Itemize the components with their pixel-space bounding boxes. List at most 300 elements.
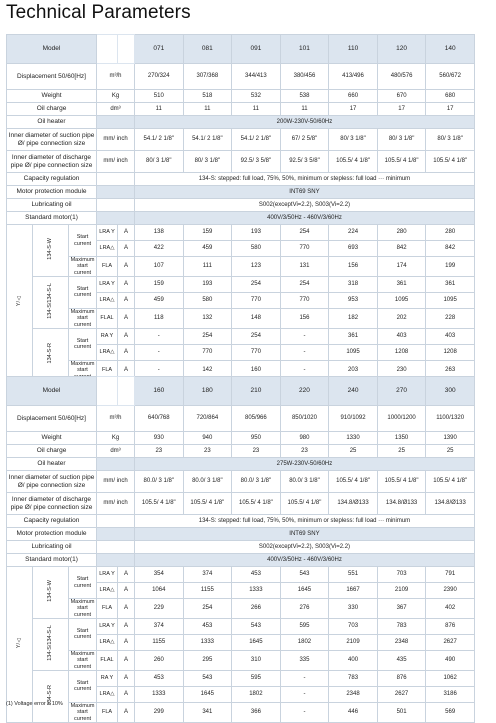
current-kind: LRA△ [97, 634, 118, 650]
current-cell: 490 [426, 650, 475, 670]
current-cell: 366 [232, 702, 281, 722]
group_l: 134-S/134-S-L [33, 276, 69, 328]
max-start-current-label: Maximum start current [69, 257, 97, 277]
oil-heater-row [7, 116, 475, 129]
motor-protection-row [7, 186, 475, 199]
discharge-cell: 105.5/ 4 1/8" [329, 151, 378, 173]
current-cell: 260 [135, 650, 184, 670]
discharge-row [7, 151, 475, 173]
current-cell: 193 [183, 276, 232, 292]
current-kind: FLAL [97, 308, 118, 328]
current-cell: - [280, 344, 329, 360]
displacement-cell: 380/456 [280, 64, 329, 90]
displacement-cell: 910/1092 [329, 406, 378, 432]
current-cell: 543 [232, 618, 281, 634]
current-cell: 453 [135, 670, 184, 686]
current-cell: 224 [329, 225, 378, 241]
discharge-label: Inner diameter of discharge pipe Ø/ pipe connection size [7, 493, 97, 515]
current-cell: 2627 [426, 634, 475, 650]
current-unit: A [118, 702, 135, 722]
current-cell: 459 [183, 241, 232, 257]
current-kind: LRA Y [97, 618, 118, 634]
current-cell: 2348 [377, 634, 426, 650]
current-cell: 1645 [183, 686, 232, 702]
oil_charge-cell: 17 [377, 103, 426, 116]
current-cell: 693 [329, 241, 378, 257]
oil-heater-value: 200W-230V-50/60Hz [135, 116, 475, 129]
displacement-cell: 850/1020 [280, 406, 329, 432]
suction-label: Inner diameter of suction pipe Ø/ pipe connection size [7, 129, 97, 151]
oil_charge-cell: 23 [183, 445, 232, 458]
start-current-label: Start current [69, 567, 97, 599]
suction-cell: 80.0/ 3 1/8" [135, 471, 184, 493]
models-cell: 240 [329, 377, 378, 406]
current-kind: LRA△ [97, 583, 118, 599]
models-cell: 220 [280, 377, 329, 406]
current-cell: 203 [329, 360, 378, 380]
motor-protection-label: Motor protection module [7, 528, 97, 541]
models-cell: 101 [280, 35, 329, 64]
current-cell: 446 [329, 702, 378, 722]
max-start-current-label: Maximum start current [69, 599, 97, 619]
current-unit: A [118, 670, 135, 686]
oil-heater-value: 275W-230V-50/60Hz [135, 458, 475, 471]
current-cell: 1095 [426, 292, 475, 308]
current-cell: 254 [280, 225, 329, 241]
current-cell: 361 [329, 328, 378, 344]
current-cell: 295 [183, 650, 232, 670]
standard-motor-label: Standard motor(1) [7, 554, 97, 567]
suction-row [7, 129, 475, 151]
suction-cell: 105.5/ 4 1/8" [377, 471, 426, 493]
model-label: Model [7, 377, 97, 406]
current-cell: 2627 [377, 686, 426, 702]
weight-cell: 660 [329, 90, 378, 103]
current-cell: 132 [183, 308, 232, 328]
current-cell: 159 [135, 276, 184, 292]
discharge-cell: 105.5/ 4 1/8" [280, 493, 329, 515]
discharge-cell: 105.5/ 4 1/8" [377, 151, 426, 173]
current-cell: 138 [135, 225, 184, 241]
displacement-cell: 413/496 [329, 64, 378, 90]
displacement-unit: m³/h [97, 64, 135, 90]
current-unit: A [118, 225, 135, 241]
current-cell: 770 [232, 344, 281, 360]
current-cell: 160 [232, 360, 281, 380]
models-cell: 160 [135, 377, 184, 406]
suction-cell: 80/ 3 1/8" [377, 129, 426, 151]
discharge-row [7, 493, 475, 515]
current-cell: 1155 [183, 583, 232, 599]
start-current-label: Start current [69, 225, 97, 257]
current-cell: 182 [329, 308, 378, 328]
current-cell: 791 [426, 567, 475, 583]
current-cell: 330 [329, 599, 378, 619]
current-cell: 543 [183, 670, 232, 686]
current-cell: 1208 [426, 344, 475, 360]
current-cell: 374 [183, 567, 232, 583]
current-cell: 118 [135, 308, 184, 328]
suction-unit: mm/ inch [97, 471, 135, 493]
current-cell: 1062 [426, 670, 475, 686]
capacity-regulation-label: Capacity regulation [7, 515, 97, 528]
group_l: 134-S/134-S-L [33, 618, 69, 670]
standard-motor-value: 400V/3/50Hz - 460V/3/60Hz [135, 212, 475, 225]
oil-charge-label: Oil charge [7, 103, 97, 116]
current-kind: FLA [97, 257, 118, 277]
current-cell: 335 [280, 650, 329, 670]
oil_charge-cell: 11 [232, 103, 281, 116]
lubricating-oil-row [7, 541, 475, 554]
current-cell: 1333 [232, 583, 281, 599]
current-cell: 595 [280, 618, 329, 634]
max-start-current-label: Maximum start current [69, 308, 97, 328]
current-cell: 703 [329, 618, 378, 634]
weight-unit: Kg [97, 432, 135, 445]
suction-cell: 67/ 2 5/8" [280, 129, 329, 151]
current-cell: 703 [377, 567, 426, 583]
start-current-label: Start current [69, 276, 97, 308]
oil_charge-cell: 23 [232, 445, 281, 458]
current-cell: 263 [426, 360, 475, 380]
current-cell: 361 [426, 276, 475, 292]
current-row [7, 670, 475, 686]
current-cell: 123 [232, 257, 281, 277]
weight-cell: 950 [232, 432, 281, 445]
current-cell: - [280, 702, 329, 722]
current-cell: 280 [377, 225, 426, 241]
current-cell: 159 [183, 225, 232, 241]
discharge-unit: mm/ inch [97, 151, 135, 173]
oil-heater-row [7, 458, 475, 471]
wiring-group: Y/△ [7, 225, 33, 381]
group_r: 134-S-R [33, 670, 69, 722]
models-cell: 110 [329, 35, 378, 64]
oil_charge-cell: 11 [183, 103, 232, 116]
discharge-cell: 105.5/ 4 1/8" [183, 493, 232, 515]
current-unit: A [118, 360, 135, 380]
displacement-cell: 344/413 [232, 64, 281, 90]
weight-cell: 670 [377, 90, 426, 103]
current-unit: A [118, 567, 135, 583]
current-row [7, 618, 475, 634]
discharge-cell: 80/ 3 1/8" [183, 151, 232, 173]
current-kind: FLA [97, 599, 118, 619]
current-cell: 202 [377, 308, 426, 328]
suction-unit: mm/ inch [97, 129, 135, 151]
wiring-group: Y/△ [7, 567, 33, 723]
current-cell: 569 [426, 702, 475, 722]
current-unit: A [118, 276, 135, 292]
current-unit: A [118, 599, 135, 619]
models-cell: 091 [232, 35, 281, 64]
current-unit: A [118, 583, 135, 599]
current-cell: 422 [135, 241, 184, 257]
lubricating-oil-value: S002(exceptVi=2.2), S003(Vi=2.2) [135, 541, 475, 554]
current-cell: 876 [426, 618, 475, 634]
weight-cell: 510 [135, 90, 184, 103]
current-cell: 361 [377, 276, 426, 292]
motor-protection-value: INT69 SNY [135, 186, 475, 199]
current-unit: A [118, 634, 135, 650]
oil_charge-cell: 23 [280, 445, 329, 458]
current-kind: FLA [97, 702, 118, 722]
suction-label: Inner diameter of suction pipe Ø/ pipe connection size [7, 471, 97, 493]
current-cell: 280 [426, 225, 475, 241]
current-cell: 2348 [329, 686, 378, 702]
displacement-label: Displacement 50/60[Hz] [7, 406, 97, 432]
weight-unit: Kg [97, 90, 135, 103]
oil-charge-unit: dm³ [97, 445, 135, 458]
current-row [7, 328, 475, 344]
weight-cell: 1390 [426, 432, 475, 445]
current-cell: 400 [329, 650, 378, 670]
current-cell: 193 [232, 225, 281, 241]
discharge-cell: 105.5/ 4 1/8" [232, 493, 281, 515]
displacement-cell: 560/672 [426, 64, 475, 90]
model-header-row [7, 377, 475, 406]
suction-cell: 80.0/ 3 1/8" [183, 471, 232, 493]
current-cell: 374 [135, 618, 184, 634]
page-title: Technical Parameters [6, 2, 191, 23]
motor-protection-row [7, 528, 475, 541]
weight-cell: 538 [280, 90, 329, 103]
standard-motor-value: 400V/3/50Hz - 460V/3/60Hz [135, 554, 475, 567]
motor-protection-label: Motor protection module [7, 186, 97, 199]
current-unit: A [118, 328, 135, 344]
current-cell: 1095 [377, 292, 426, 308]
current-cell: - [280, 328, 329, 344]
current-row [7, 599, 475, 619]
current-cell: 783 [329, 670, 378, 686]
weight-row [7, 432, 475, 445]
current-cell: 453 [232, 567, 281, 583]
suction-cell: 80.0/ 3 1/8" [232, 471, 281, 493]
weight-cell: 940 [183, 432, 232, 445]
current-cell: 770 [280, 292, 329, 308]
current-cell: 551 [329, 567, 378, 583]
current-cell: 459 [135, 292, 184, 308]
current-cell: 1155 [135, 634, 184, 650]
current-cell: 1095 [329, 344, 378, 360]
lubricating-oil-label: Lubricating oil [7, 199, 97, 212]
oil_charge-cell: 25 [377, 445, 426, 458]
current-cell: 403 [426, 328, 475, 344]
discharge-cell: 80/ 3 1/8" [135, 151, 184, 173]
displacement-cell: 640/768 [135, 406, 184, 432]
current-kind: FLAL [97, 650, 118, 670]
current-row [7, 650, 475, 670]
current-cell: 3186 [426, 686, 475, 702]
discharge-cell: 105.5/ 4 1/8" [135, 493, 184, 515]
models-cell: 071 [135, 35, 184, 64]
current-cell: 501 [377, 702, 426, 722]
discharge-cell: 134.8/Ø133 [329, 493, 378, 515]
current-cell: 341 [183, 702, 232, 722]
weight-cell: 1350 [377, 432, 426, 445]
weight-cell: 532 [232, 90, 281, 103]
displacement-cell: 480/576 [377, 64, 426, 90]
model-header-row [7, 35, 475, 64]
weight-cell: 518 [183, 90, 232, 103]
current-cell: 1802 [232, 686, 281, 702]
current-cell: 1333 [135, 686, 184, 702]
group_w: 134-S-W [33, 225, 69, 277]
current-cell: - [135, 328, 184, 344]
start-current-label: Start current [69, 328, 97, 360]
current-cell: 254 [280, 276, 329, 292]
oil-heater-label: Oil heater [7, 458, 97, 471]
current-cell: 1645 [232, 634, 281, 650]
weight-label: Weight [7, 432, 97, 445]
start-current-label: Start current [69, 618, 97, 650]
current-unit: A [118, 686, 135, 702]
oil-charge-row [7, 103, 475, 116]
weight-cell: 980 [280, 432, 329, 445]
current-cell: 318 [329, 276, 378, 292]
current-row [7, 308, 475, 328]
max-start-current-label: Maximum start [69, 360, 97, 380]
current-cell: 2109 [377, 583, 426, 599]
current-cell: 230 [377, 360, 426, 380]
current-cell: 1802 [280, 634, 329, 650]
current-unit: A [118, 292, 135, 308]
current-cell: 156 [329, 257, 378, 277]
current-cell: - [280, 670, 329, 686]
suction-cell: 80/ 3 1/8" [426, 129, 475, 151]
displacement-unit: m³/h [97, 406, 135, 432]
current-cell: 148 [232, 308, 281, 328]
current-cell: 770 [280, 241, 329, 257]
current-unit: A [118, 618, 135, 634]
current-cell: 842 [426, 241, 475, 257]
current-cell: 580 [232, 241, 281, 257]
current-kind: FLA [97, 360, 118, 380]
oil-charge-unit: dm³ [97, 103, 135, 116]
current-row [7, 276, 475, 292]
current-kind: RA Y [97, 328, 118, 344]
models-cell: 180 [183, 377, 232, 406]
current-cell: 1064 [135, 583, 184, 599]
motor-protection-value: INT69 SNY [135, 528, 475, 541]
current-cell: 2390 [426, 583, 475, 599]
discharge-cell: 105.5/ 4 1/8" [426, 151, 475, 173]
suction-cell: 105.5/ 4 1/8" [329, 471, 378, 493]
current-cell: - [280, 686, 329, 702]
models-cell: 300 [426, 377, 475, 406]
current-unit: A [118, 257, 135, 277]
current-cell: 276 [280, 599, 329, 619]
current-cell: 254 [232, 276, 281, 292]
current-cell: 2109 [329, 634, 378, 650]
discharge-cell: 134.8/Ø133 [426, 493, 475, 515]
current-cell: 783 [377, 618, 426, 634]
oil-heater-label: Oil heater [7, 116, 97, 129]
current-cell: 254 [183, 328, 232, 344]
current-row [7, 567, 475, 583]
table2-parameters-table [6, 376, 475, 723]
current-unit: A [118, 241, 135, 257]
oil_charge-cell: 11 [135, 103, 184, 116]
models-cell: 120 [377, 35, 426, 64]
capacity-regulation-label: Capacity regulation [7, 173, 97, 186]
current-cell: 876 [377, 670, 426, 686]
capacity-regulation-row [7, 515, 475, 528]
current-cell: 310 [232, 650, 281, 670]
current-cell: 1645 [280, 583, 329, 599]
current-cell: 1667 [329, 583, 378, 599]
current-cell: 842 [377, 241, 426, 257]
displacement-row [7, 64, 475, 90]
current-unit: A [118, 650, 135, 670]
discharge-unit: mm/ inch [97, 493, 135, 515]
current-kind: LRA△ [97, 292, 118, 308]
current-kind: LRA Y [97, 225, 118, 241]
discharge-label: Inner diameter of discharge pipe Ø/ pipe connection size [7, 151, 97, 173]
oil_charge-cell: 17 [329, 103, 378, 116]
current-cell: 266 [232, 599, 281, 619]
capacity-regulation-value: 134-S: stepped: full load, 75%, 50%, minimum or stepless: full load ··· minimum [135, 173, 475, 186]
current-cell: 299 [135, 702, 184, 722]
current-cell: 131 [280, 257, 329, 277]
current-cell: - [135, 360, 184, 380]
oil-charge-row [7, 445, 475, 458]
current-cell: 367 [377, 599, 426, 619]
discharge-cell: 92.5/ 3 5/8" [280, 151, 329, 173]
current-unit: A [118, 344, 135, 360]
suction-row [7, 471, 475, 493]
discharge-cell: 92.5/ 3 5/8" [232, 151, 281, 173]
weight-row [7, 90, 475, 103]
displacement-cell: 307/368 [183, 64, 232, 90]
current-cell: 543 [280, 567, 329, 583]
current-cell: 1208 [377, 344, 426, 360]
oil_charge-cell: 17 [426, 103, 475, 116]
current-kind: LRA△ [97, 344, 118, 360]
current-cell: 174 [377, 257, 426, 277]
current-cell: 142 [183, 360, 232, 380]
displacement-cell: 720/864 [183, 406, 232, 432]
weight-cell: 930 [135, 432, 184, 445]
suction-cell: 54.1/ 2 1/8" [135, 129, 184, 151]
current-cell: 580 [183, 292, 232, 308]
current-cell: 1333 [183, 634, 232, 650]
oil_charge-cell: 11 [280, 103, 329, 116]
capacity-regulation-value: 134-S: stepped: full load, 75%, 50%, minimum or stepless: full load ··· minimum [135, 515, 475, 528]
current-cell: 453 [183, 618, 232, 634]
max-start-current-label: Maximum start current [69, 650, 97, 670]
start-current-label: Start current [69, 670, 97, 702]
lubricating-oil-label: Lubricating oil [7, 541, 97, 554]
current-cell: 111 [183, 257, 232, 277]
weight-cell: 1330 [329, 432, 378, 445]
current-cell: - [135, 344, 184, 360]
current-cell: 953 [329, 292, 378, 308]
group_r: 134-S-R [33, 328, 69, 380]
discharge-cell: 134.8/Ø133 [377, 493, 426, 515]
current-cell: 254 [232, 328, 281, 344]
max-start-current-label: Maximum start current [69, 702, 97, 722]
models-cell: 210 [232, 377, 281, 406]
current-unit: A [118, 308, 135, 328]
standard-motor-row [7, 554, 475, 567]
oil_charge-cell: 23 [135, 445, 184, 458]
displacement-cell: 805/966 [232, 406, 281, 432]
suction-cell: 80.0/ 3 1/8" [280, 471, 329, 493]
models-cell: 081 [183, 35, 232, 64]
suction-cell: 80/ 3 1/8" [329, 129, 378, 151]
current-cell: 199 [426, 257, 475, 277]
